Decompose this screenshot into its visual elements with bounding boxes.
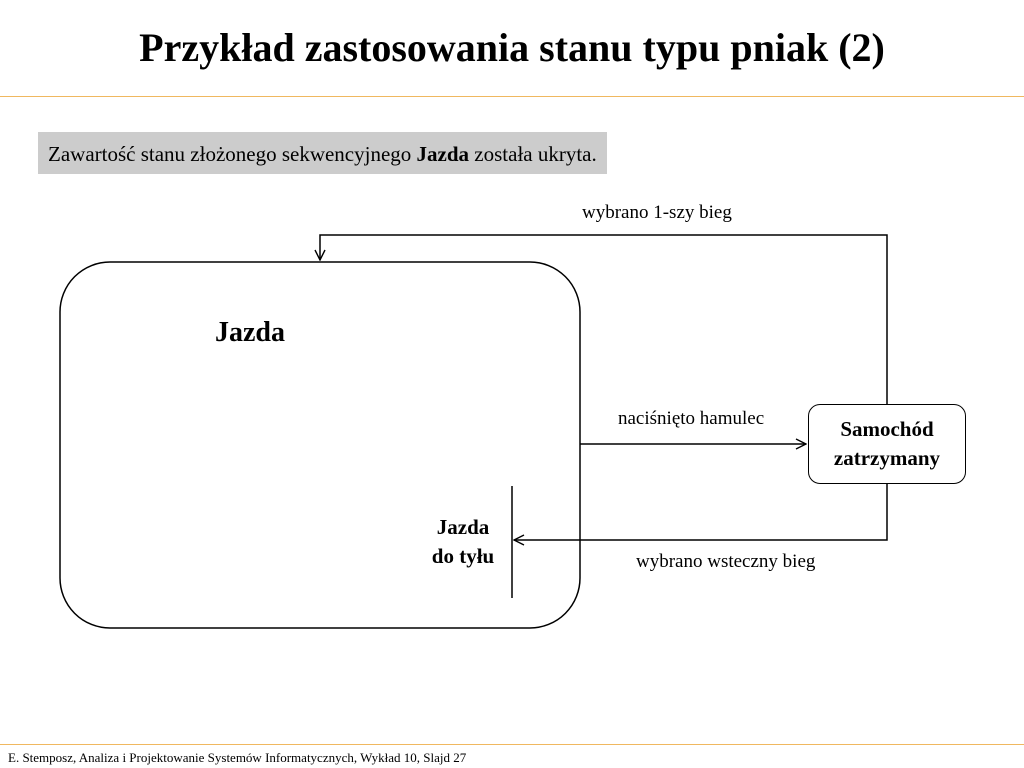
stopped-state-line1: Samochód (840, 417, 934, 441)
note-text-suffix: została ukryta. (469, 142, 597, 166)
composite-state-label: Jazda (215, 317, 285, 348)
stopped-state-line2: zatrzymany (833, 446, 941, 470)
stub-state-line1: Jazda (436, 515, 490, 539)
stub-state-label (418, 513, 508, 571)
state-samochod-zatrzymany (808, 404, 966, 484)
transition-label-reverse: wybrano wsteczny bieg (636, 551, 816, 572)
footer-divider (0, 744, 1024, 745)
slide-footer: E. Stemposz, Analiza i Projektowanie Systemów Informatycznych, Wykład 10, Slajd 27 (8, 750, 467, 765)
slide-title: Przykład zastosowania stanu typu pniak (2) (139, 25, 885, 70)
composite-state-jazda (60, 262, 580, 628)
transition-label-brake: naciśnięto hamulec (618, 408, 765, 429)
note-text-prefix: Zawartość stanu złożonego sekwencyjnego (48, 142, 417, 166)
transition-label-first-gear: wybrano 1-szy bieg (582, 202, 732, 223)
stub-state-line2: do tyłu (431, 544, 495, 568)
note-text-bold: Jazda (416, 142, 470, 166)
